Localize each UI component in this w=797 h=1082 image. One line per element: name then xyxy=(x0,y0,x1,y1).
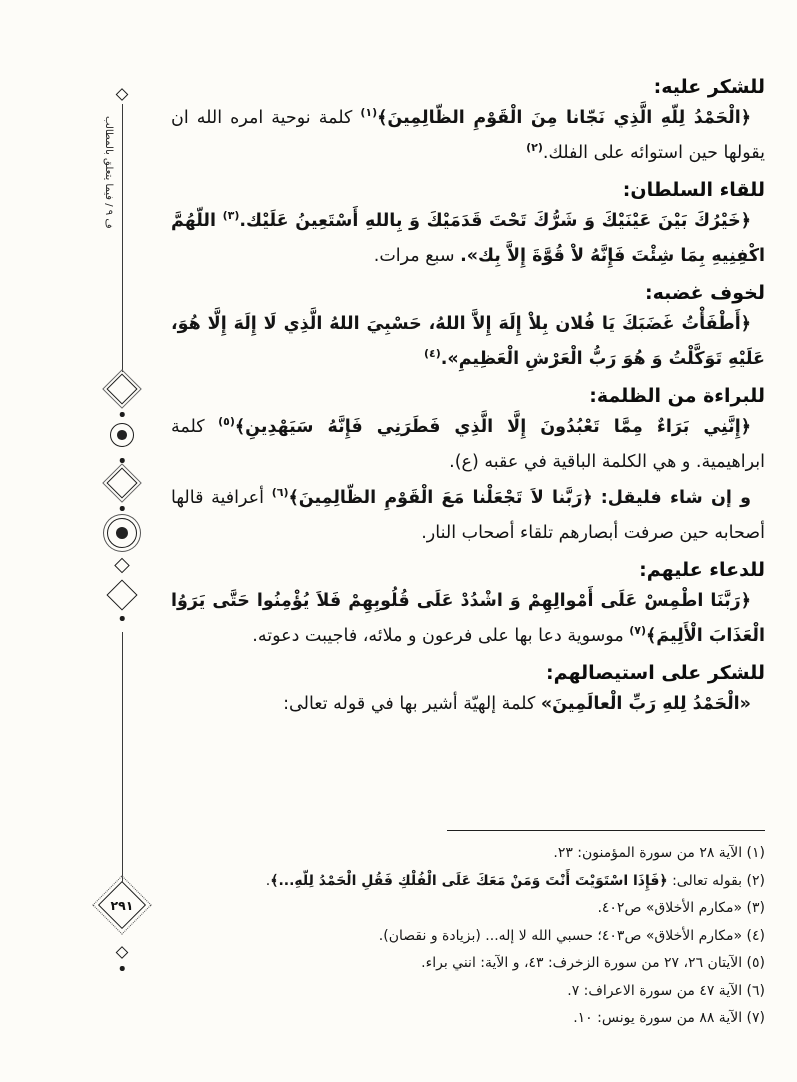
section-body-anger xyxy=(171,307,765,377)
section-heading-curse: للدعاء عليهم: xyxy=(639,559,765,581)
ornament-dot-icon xyxy=(120,458,125,463)
ornament-diamond-icon xyxy=(106,373,137,404)
ornament-diamond-icon xyxy=(106,467,137,498)
lead-text: و إن شاء فليقل: xyxy=(592,488,751,508)
footnote-1 xyxy=(171,840,765,868)
diamond-icon xyxy=(116,946,129,959)
commentary-text: سبع مرات. xyxy=(373,246,461,266)
footnote-ref-1: (١) xyxy=(360,106,378,119)
ornament-finial-bottom-icon xyxy=(122,948,131,957)
commentary-text: كلمة ابراهيمية. و هي الكلمة الباقية في عقبه (ع). xyxy=(171,417,765,472)
commentary-text: أعرافية قالها أصحابه حين صرفت أبصارهم تلقاء أصحاب النار. xyxy=(171,488,765,543)
footnote-text: (٢) بقوله تعالى: xyxy=(667,872,765,889)
section-body-eradication xyxy=(171,687,765,722)
section-body-sultan xyxy=(171,204,765,274)
footnote-text: (٧) الآية ٨٨ من سورة يونس: ١٠. xyxy=(573,1010,765,1027)
quran-verse: «الْحَمْدُ لِلهِ رَبِّ الْعالَمِينَ» xyxy=(540,694,751,714)
footnote-text: (٦) الآية ٤٧ من سورة الاعراف: ٧. xyxy=(567,982,765,999)
quran-verse: ﴿فَإِذَا اسْتَوَيْتَ أَنْتَ وَمَنْ مَعَكَ عَلَى الْفُلْكِ فَقُلِ الْحَمْدُ لِلّهِ...﴾ xyxy=(270,872,668,889)
ornament-finial-top-icon xyxy=(122,90,131,99)
footnote-ref-7: (٧) xyxy=(629,624,647,637)
footnote-text: . xyxy=(265,872,271,889)
section-heading-sultan: للقاء السلطان: xyxy=(622,179,765,201)
footnote-text: (٥) الآيتان ٢٦، ٢٧ من سورة الزخرف: ٤٣، و الآية: انني براء. xyxy=(421,955,765,972)
footnote-3 xyxy=(171,895,765,923)
diamond-icon xyxy=(116,88,129,101)
footnote-5 xyxy=(171,950,765,978)
section-body-curse xyxy=(171,584,765,654)
footnotes-block xyxy=(171,830,765,1033)
section-heading-anger: لخوف غضبه: xyxy=(644,282,765,304)
ornament-dot-icon xyxy=(120,412,125,417)
footnote-7 xyxy=(171,1005,765,1033)
margin-ornament xyxy=(100,90,144,1020)
ornament-dot-icon xyxy=(120,616,125,621)
dua-text: اللّهُمَّ اكْفِنِيهِ بِمَا شِئْتَ فَإِنَّهُ لاْ قُوَّةَ إِلاَّ بِك». xyxy=(171,211,765,266)
quran-verse: ﴿رَبَّنَا اطْمِسْ عَلَى أَمْوالِهِمْ وَ اشْدُدْ عَلَى قُلُوبِهِمْ فَلاَ يُؤْمِنُوا حَتَّى يَرَوُا الْعَذَابَ الْأَلِيمَ﴾ xyxy=(171,591,765,646)
ornament-dot-icon xyxy=(120,966,125,971)
dua-text: ﴿خَيْرُكَ بَيْنَ عَيْنَيْكَ وَ شَرُّكَ تَحْتَ قَدَمَيْكَ وَ بِاللهِ أَسْتَعِينُ عَلَيْك. xyxy=(239,211,751,231)
margin-caption: ف ٩ / فيما يتعلق بالمطالب xyxy=(103,116,114,229)
footnote-ref-6: (٦) xyxy=(271,486,289,499)
quran-verse: ﴿الْحَمْدُ لِلّهِ الَّذِي نَجّانا مِنَ الْقَوْمِ الظّالِمِينَ﴾ xyxy=(377,108,751,128)
footnote-ref-3: (٣) xyxy=(222,209,240,222)
footnote-2 xyxy=(171,868,765,896)
main-text-column xyxy=(171,76,765,723)
footnote-ref-5: (٥) xyxy=(218,415,235,428)
commentary-text: كلمة نوحية امره الله ان يقولها حين استوائه على الفلك. xyxy=(171,108,765,163)
section-heading-eradication: للشكر على استيصالهم: xyxy=(545,662,765,684)
ornament-dot-icon xyxy=(120,506,125,511)
footnote-text: (٣) «مكارم الأخلاق» ص٤٠٢. xyxy=(597,900,765,917)
section-heading-innocence: للبراءة من الظلمة: xyxy=(589,385,765,407)
footnote-4 xyxy=(171,923,765,951)
commentary-text: كلمة إلهيّة أشير بها في قوله تعالى: xyxy=(283,694,541,714)
footnote-ref-4: (٤) xyxy=(423,347,441,360)
quran-verse: ﴿إِنَّنِي بَرَاءٌ مِمَّا تَعْبُدُونَ إِلَّا الَّذِي فَطَرَنِي فَإِنَّهُ سَيَهْدِينِ﴾ xyxy=(234,417,752,437)
footnote-text: (١) الآية ٢٨ من سورة المؤمنون: ٢٣. xyxy=(553,845,765,861)
section-body-innocence xyxy=(171,410,765,480)
paragraph-optional xyxy=(171,481,765,551)
ornament-diamond-icon xyxy=(114,558,130,574)
ornament-diamond-icon xyxy=(106,579,137,610)
footnote-text: (٤) «مكارم الأخلاق» ص٤٠٣؛ حسبي الله لا إله... (بزيادة و نقصان). xyxy=(378,927,765,944)
ornament-medallion-icon xyxy=(110,423,134,447)
ornament-rule-upper xyxy=(122,104,123,372)
page-number-badge xyxy=(98,881,146,929)
quran-verse: ﴿رَبَّنا لاَ تَجْعَلْنا مَعَ الْقَوْمِ الظّالِمِينَ﴾ xyxy=(288,488,593,508)
footnote-ref-2: (٢) xyxy=(526,141,543,154)
dua-text: ﴿أَطْفَأْتُ غَضَبَكَ يَا فُلان بِلاْ إِلَهَ إِلاَّ اللهُ، حَسْبِيَ اللهُ الَّذِي لَا إِلَهَ إِلَّا هُوَ، عَلَيْهِ تَوَكَّلْتُ وَ هُوَ رَبُّ الْعَرْشِ الْعَظِيمِ». xyxy=(171,314,765,369)
footnote-6 xyxy=(171,978,765,1006)
section-body-thanks xyxy=(171,101,765,171)
ornament-medallion-icon xyxy=(107,518,137,548)
ornament-rule-lower xyxy=(122,632,123,884)
section-heading-thanks: للشكر عليه: xyxy=(653,76,765,98)
commentary-text: موسوية دعا بها على فرعون و ملائه، فاجيبت دعوته. xyxy=(252,626,630,646)
footnote-separator xyxy=(447,830,765,831)
page-number: ٢٩١ xyxy=(110,897,134,913)
